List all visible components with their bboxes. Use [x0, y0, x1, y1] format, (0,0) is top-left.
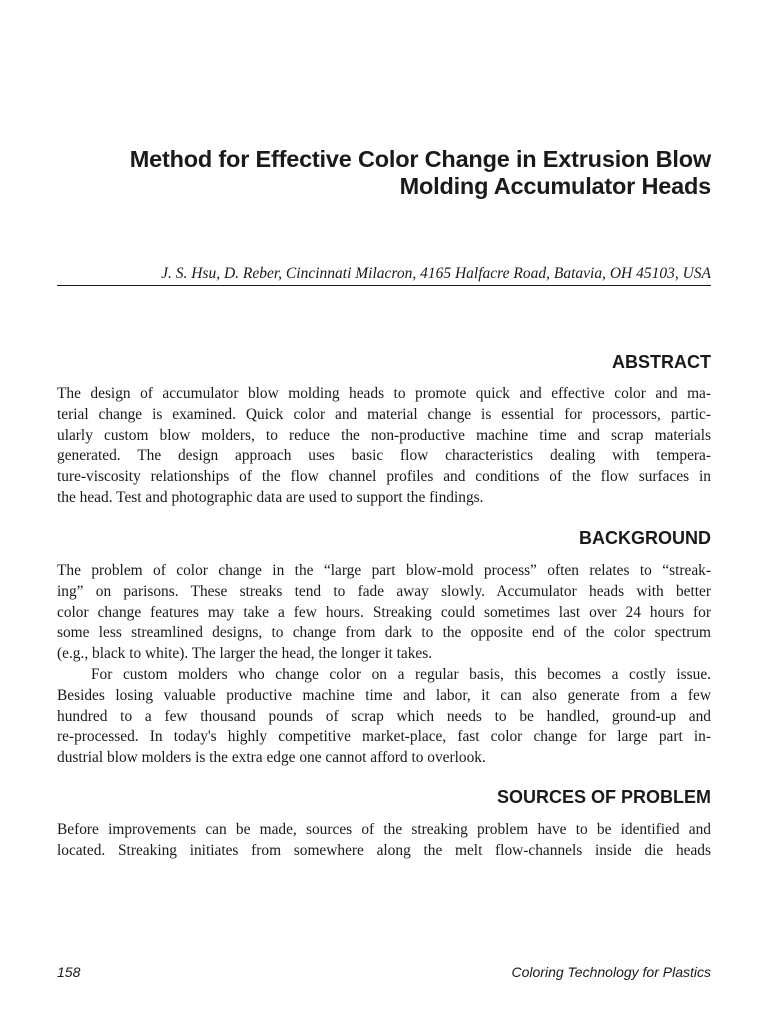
text-line: re-processed. In today's highly competitive market-place, fast color change for large part in-: [57, 728, 711, 746]
page-number: 158: [57, 964, 81, 980]
abstract-paragraph: [57, 384, 711, 509]
sources-heading: SOURCES OF PROBLEM: [496, 787, 711, 807]
abstract-heading: ABSTRACT: [612, 352, 711, 372]
background-paragraph: [57, 561, 711, 769]
paper-title: [57, 146, 711, 200]
running-footer-title: Coloring Technology for Plastics: [511, 964, 711, 980]
text-line: terial change is examined. Quick color and material change is essential for processors, partic-: [57, 405, 711, 423]
sources-paragraph: [57, 820, 711, 862]
text-line: The design of accumulator blow molding heads to promote quick and effective color and ma-: [57, 385, 711, 402]
text-line: (e.g., black to white). The larger the head, the longer it takes.: [57, 645, 433, 663]
text-line: ularly custom blow molders, to reduce the non-productive machine time and scrap materials: [57, 426, 711, 444]
text-line: ing” on parisons. These streaks tend to fade away slowly. Accumulator heads with better: [57, 582, 711, 600]
text-line: color change features may take a few hours. Streaking could sometimes last over 24 hours for: [57, 603, 711, 621]
text-line: The problem of color change in the “large part blow-mold process” often relates to “streak-: [57, 562, 711, 579]
text-line: hundred to a few thousand pounds of scrap which needs to be handled, ground-up and: [57, 707, 711, 725]
text-line: ture-viscosity relationships of the flow channel profiles and conditions of the flow surfaces in: [57, 468, 711, 486]
author-affiliation: J. S. Hsu, D. Reber, Cincinnati Milacron, 4165 Halfacre Road, Batavia, OH 45103, USA: [57, 264, 711, 286]
text-line: dustrial blow molders is the extra edge one cannot afford to overlook.: [57, 749, 486, 767]
text-line: Besides losing valuable productive machine time and labor, it can also generate from a few: [57, 686, 711, 704]
title-line-2: Molding Accumulator Heads: [399, 173, 711, 199]
title-line-1: Method for Effective Color Change in Extrusion Blow: [129, 146, 711, 172]
text-line: Before improvements can be made, sources of the streaking problem have to be identified and: [57, 821, 711, 838]
background-heading: BACKGROUND: [579, 528, 711, 548]
text-line: the head. Test and photographic data are used to support the findings.: [57, 488, 484, 506]
text-line: generated. The design approach uses basic flow characteristics dealing with tempera-: [57, 447, 711, 465]
text-line: For custom molders who change color on a regular basis, this becomes a costly issue.: [91, 665, 711, 683]
text-line: located. Streaking initiates from somewhere along the melt flow-channels inside die heads: [57, 841, 711, 859]
text-line: some less streamlined designs, to change from dark to the opposite end of the color spectrum: [57, 624, 711, 642]
paper-page: [57, 0, 711, 1024]
